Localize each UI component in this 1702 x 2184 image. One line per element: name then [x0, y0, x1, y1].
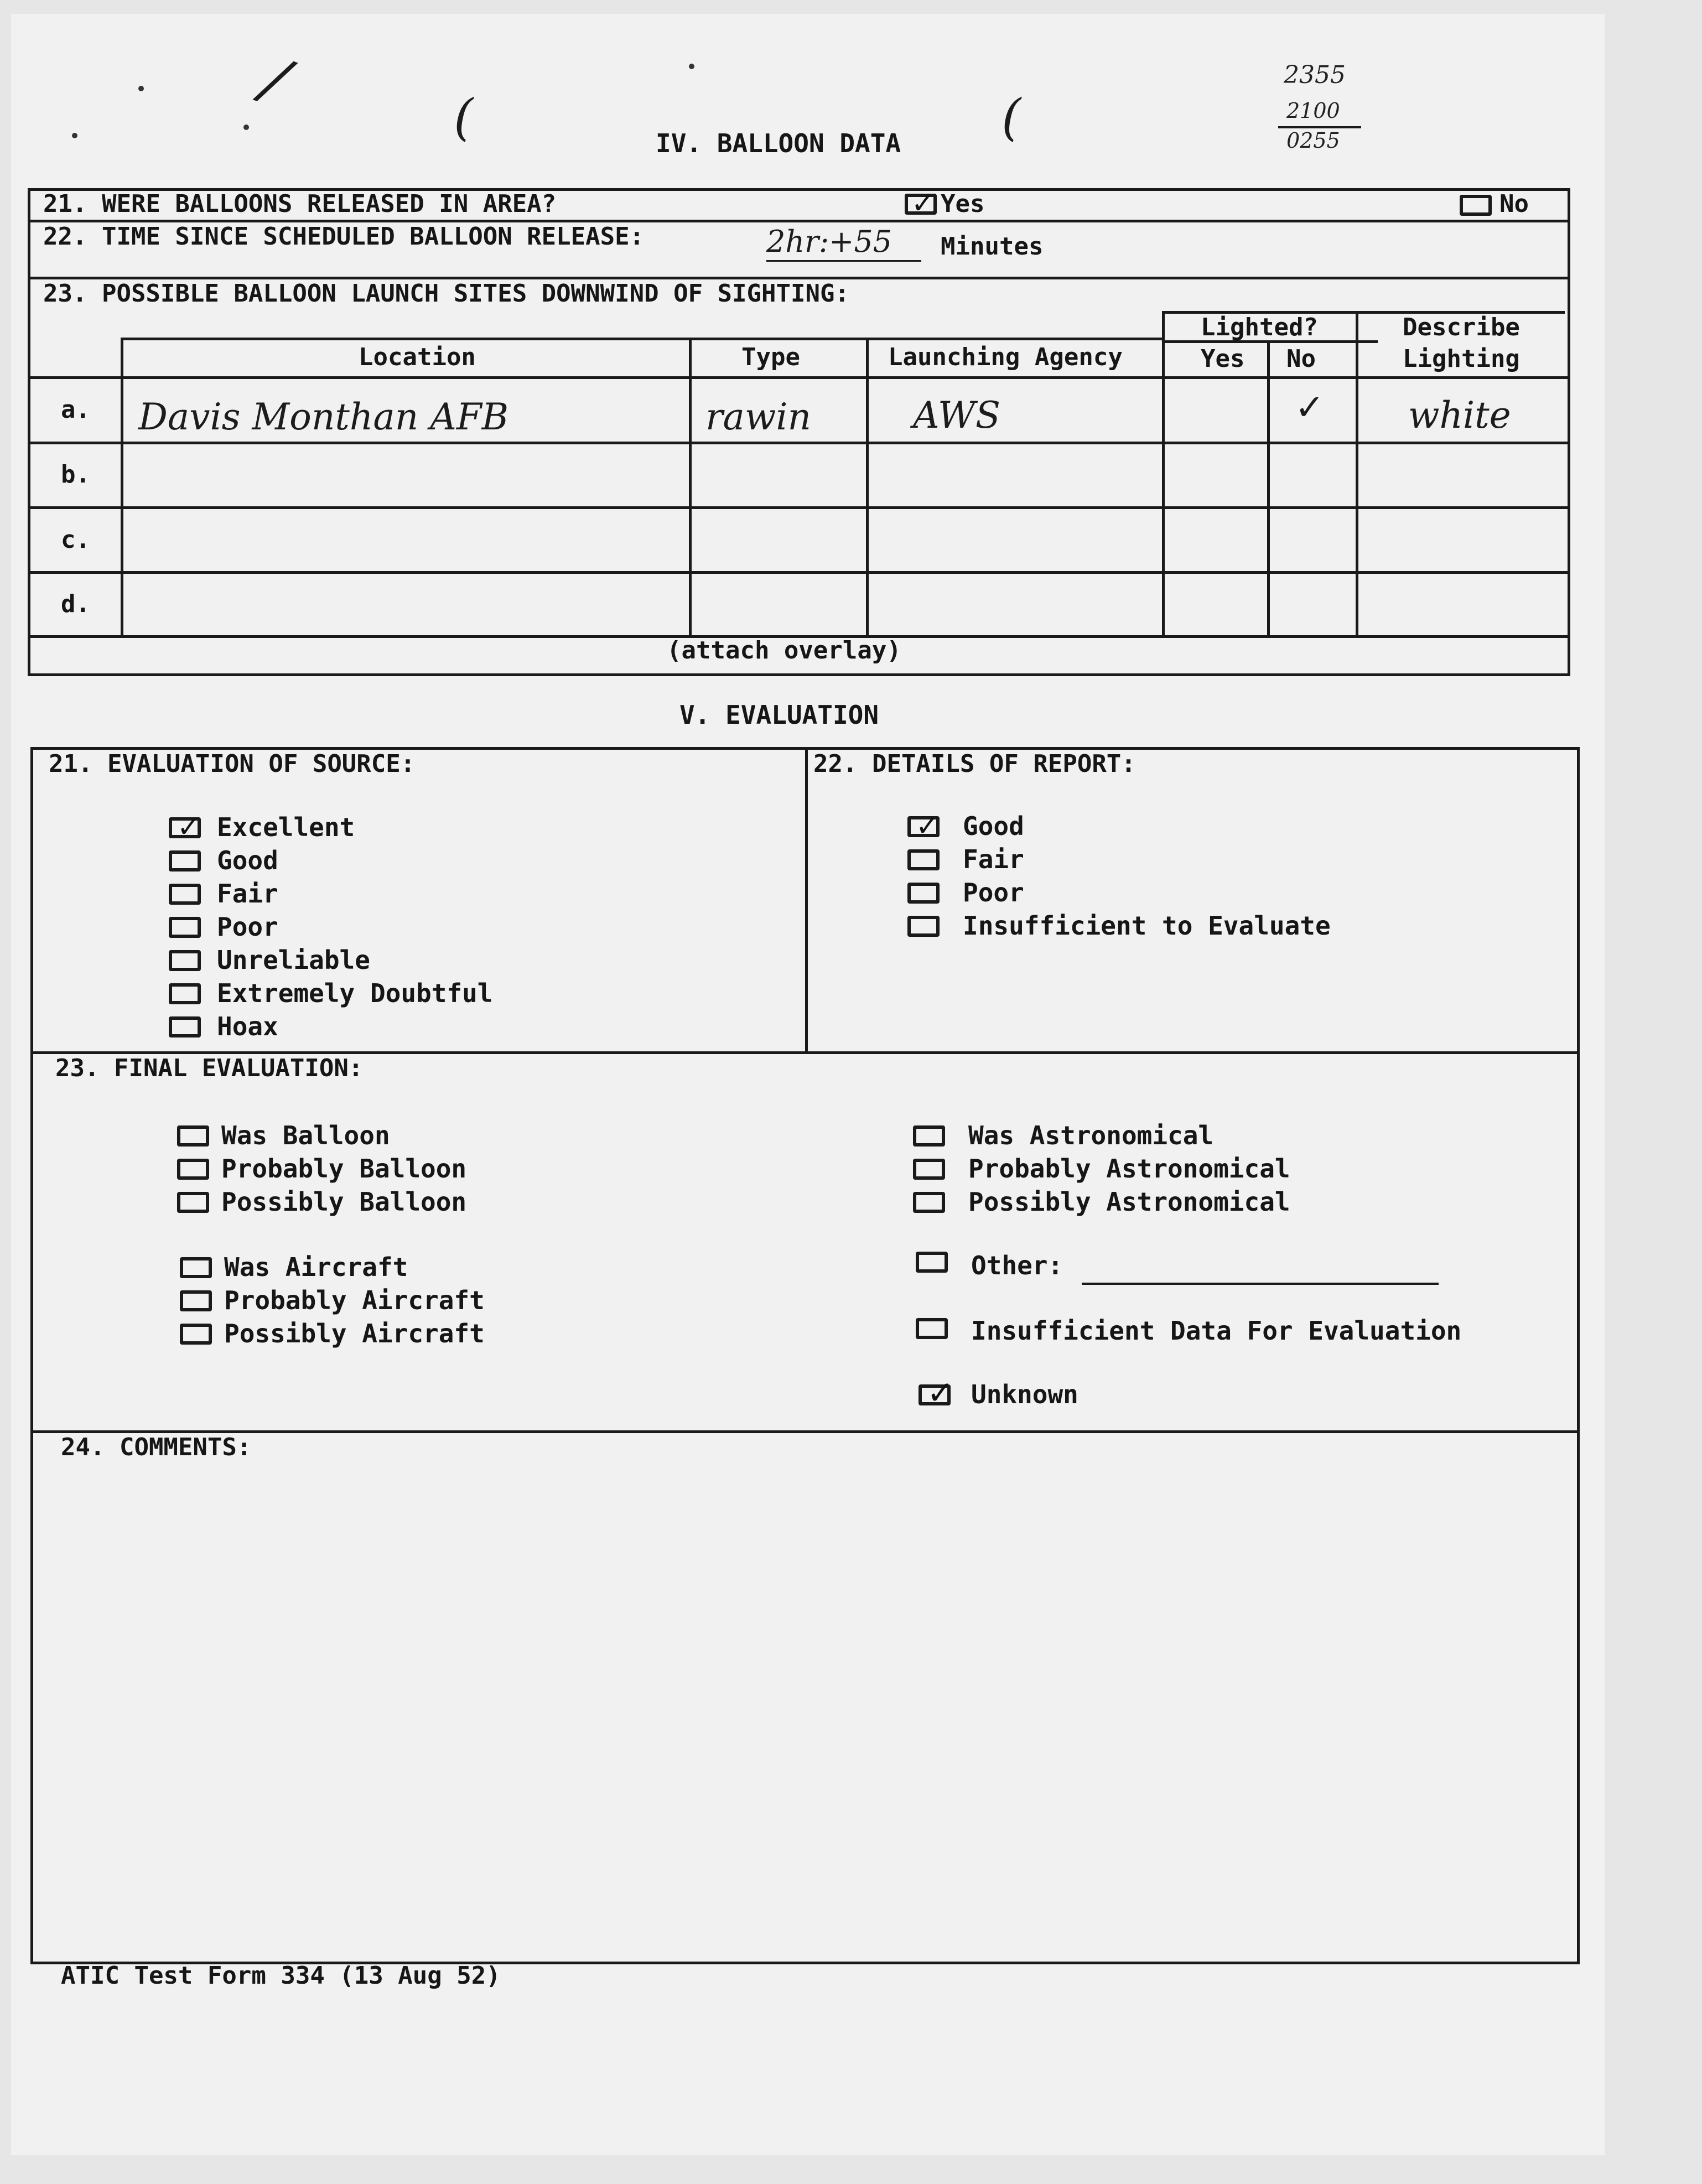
section-iv-title: IV. BALLOON DATA [656, 128, 901, 158]
q21-balloons-label: 21. WERE BALLOONS RELEASED IN AREA? [43, 190, 557, 218]
header-lighted-no: No [1286, 345, 1316, 373]
source-fair-label: Fair [217, 879, 278, 909]
source-unreliable-label: Unreliable [217, 945, 370, 975]
q22-time-value: 2hr:+55 [766, 224, 892, 259]
q22-underline [766, 260, 921, 262]
stray-pen-mark: / [254, 43, 298, 117]
table-rule [28, 442, 1568, 444]
table-rule [1356, 311, 1358, 636]
table-rule [121, 338, 1162, 340]
row-letter-d: d. [61, 590, 90, 618]
final-possibly-balloon-label: Possibly Balloon [221, 1187, 467, 1217]
q22-details-of-report-label: 22. DETAILS OF REPORT: [813, 750, 1136, 778]
stray-dot [72, 133, 77, 138]
form-footer: ATIC Test Form 334 (13 Aug 52) [61, 1962, 501, 1990]
table-rule [1162, 311, 1165, 636]
final-was-aircraft-label: Was Aircraft [224, 1252, 408, 1282]
final-other-label: Other: [971, 1251, 1063, 1280]
q21-yes-label: Yes [941, 190, 985, 218]
corner-number-3: 0255 [1286, 128, 1340, 153]
corner-number-1: 2355 [1284, 61, 1346, 89]
final-possibly-astronomical-checkbox[interactable] [913, 1192, 945, 1213]
row-a-location: Davis Monthan AFB [138, 396, 509, 438]
attach-overlay-note: (attach overlay) [667, 636, 901, 665]
final-probably-aircraft-checkbox[interactable] [180, 1290, 212, 1311]
final-insufficient-data-checkbox[interactable] [916, 1318, 948, 1339]
final-was-astronomical-label: Was Astronomical [968, 1120, 1214, 1150]
source-unreliable-checkbox[interactable] [169, 950, 201, 971]
q23-sites-label: 23. POSSIBLE BALLOON LAUNCH SITES DOWNWIND OF SIGHTING: [43, 279, 849, 308]
final-probably-astronomical-checkbox[interactable] [913, 1159, 945, 1180]
header-location: Location [359, 343, 476, 371]
row-a-describe-lighting: white [1408, 394, 1511, 437]
final-probably-balloon-label: Probably Balloon [221, 1154, 467, 1184]
final-probably-astronomical-label: Probably Astronomical [968, 1154, 1290, 1184]
stray-parenthesis-left: ( [454, 89, 474, 147]
source-hoax-label: Hoax [217, 1011, 278, 1041]
final-probably-balloon-checkbox[interactable] [177, 1159, 209, 1180]
row-letter-c: c. [61, 526, 90, 554]
stray-dot [138, 86, 144, 91]
table-rule [689, 338, 692, 636]
row-divider [30, 1430, 1577, 1433]
row-letter-b: b. [61, 460, 90, 489]
final-probably-aircraft-label: Probably Aircraft [224, 1285, 485, 1315]
final-other-checkbox[interactable] [916, 1252, 948, 1273]
report-poor-label: Poor [963, 878, 1024, 907]
final-unknown-label: Unknown [971, 1379, 1078, 1409]
section-v-title: V. EVALUATION [679, 700, 879, 730]
check-mark-icon: ✓ [916, 810, 939, 842]
final-was-balloon-label: Was Balloon [221, 1120, 390, 1150]
source-poor-label: Poor [217, 912, 278, 942]
report-fair-label: Fair [963, 844, 1024, 874]
report-insufficient-checkbox[interactable] [907, 916, 940, 937]
row-a-agency: AWS [913, 394, 1001, 437]
source-poor-checkbox[interactable] [169, 917, 201, 938]
header-type: Type [741, 343, 800, 371]
stray-dot [689, 64, 694, 69]
table-rule [28, 506, 1568, 509]
table-rule [28, 571, 1568, 574]
source-excellent-label: Excellent [217, 812, 355, 842]
report-insufficient-label: Insufficient to Evaluate [963, 911, 1331, 941]
report-good-label: Good [963, 811, 1024, 841]
final-was-balloon-checkbox[interactable] [177, 1125, 209, 1147]
source-extremely-doubtful-checkbox[interactable] [169, 983, 201, 1004]
table-rule [121, 338, 123, 636]
header-lighting: Lighting [1403, 345, 1520, 373]
final-was-aircraft-checkbox[interactable] [180, 1257, 212, 1278]
q24-comments-label: 24. COMMENTS: [61, 1433, 252, 1461]
table-rule [28, 376, 1568, 379]
row-letter-a: a. [61, 396, 90, 424]
corner-number-2: 2100 [1286, 98, 1340, 123]
q23-final-evaluation-label: 23. FINAL EVALUATION: [55, 1054, 364, 1082]
final-possibly-balloon-checkbox[interactable] [177, 1192, 209, 1213]
check-mark-icon: ✓ [911, 188, 935, 220]
report-fair-checkbox[interactable] [907, 849, 940, 870]
final-was-astronomical-checkbox[interactable] [913, 1125, 945, 1147]
source-fair-checkbox[interactable] [169, 884, 201, 905]
table-rule [1267, 340, 1270, 636]
final-possibly-aircraft-checkbox[interactable] [180, 1324, 212, 1345]
stray-dot [243, 124, 249, 130]
source-extremely-doubtful-label: Extremely Doubtful [217, 978, 493, 1008]
row-a-lighted-no: ✓ [1295, 387, 1325, 428]
header-lighted-yes: Yes [1201, 345, 1245, 373]
source-hoax-checkbox[interactable] [169, 1016, 201, 1037]
header-launching-agency: Launching Agency [888, 343, 1123, 371]
final-possibly-astronomical-label: Possibly Astronomical [968, 1187, 1290, 1217]
report-poor-checkbox[interactable] [907, 883, 940, 904]
source-good-label: Good [217, 845, 278, 875]
q21-no-checkbox[interactable] [1460, 195, 1492, 216]
stray-parenthesis-right: ( [1002, 89, 1021, 147]
final-other-blank-line[interactable] [1082, 1283, 1439, 1285]
header-describe: Describe [1403, 313, 1520, 341]
row-a-type: rawin [705, 396, 812, 438]
source-good-checkbox[interactable] [169, 850, 201, 871]
q21-no-label: No [1499, 190, 1529, 218]
box-divider [805, 747, 808, 1054]
header-lighted: Lighted? [1201, 313, 1318, 341]
check-mark-icon: ✓ [927, 1374, 954, 1412]
final-insufficient-data-label: Insufficient Data For Evaluation [971, 1316, 1462, 1346]
q22-time-label: 22. TIME SINCE SCHEDULED BALLOON RELEASE: [43, 222, 645, 251]
table-rule [866, 338, 869, 636]
q22-unit: Minutes [941, 232, 1044, 261]
q21-evaluation-of-source-label: 21. EVALUATION OF SOURCE: [49, 750, 416, 778]
final-possibly-aircraft-label: Possibly Aircraft [224, 1319, 485, 1348]
check-mark-icon: ✓ [177, 811, 200, 843]
